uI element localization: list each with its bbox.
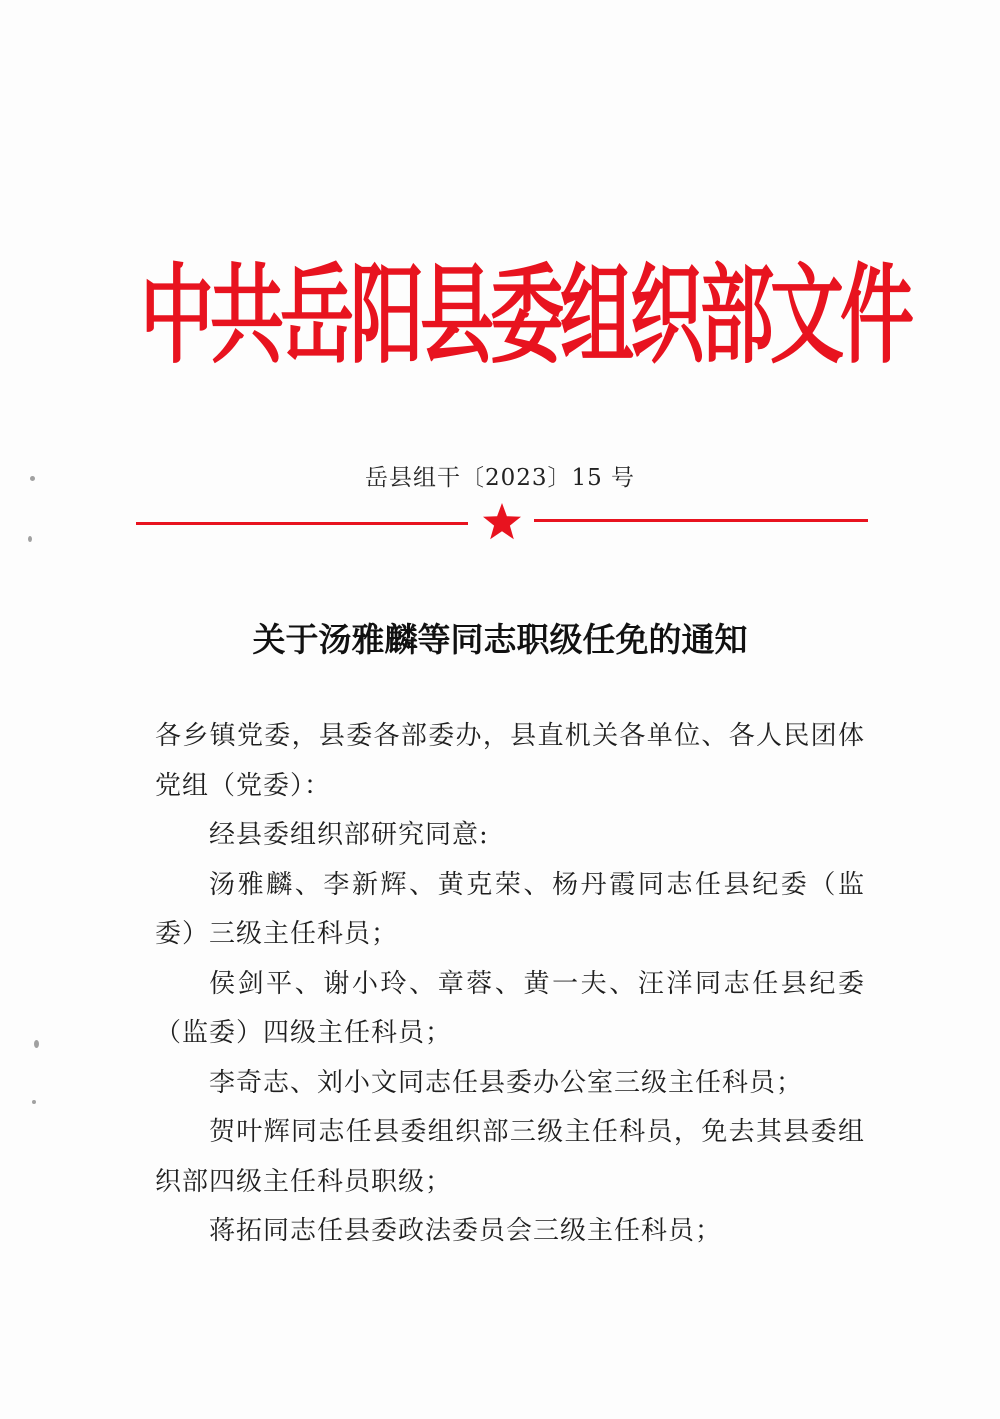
body-paragraph: 李奇志、刘小文同志任县委办公室三级主任科员；: [209, 1067, 804, 1098]
scan-speck: [34, 1040, 39, 1048]
document-number: 岳县组干〔2023〕15 号: [364, 465, 636, 491]
body-paragraph: 经县委组织部研究同意:: [209, 820, 489, 850]
notice-title: 关于汤雅麟等同志职级任免的通知: [252, 620, 748, 659]
body-paragraph: 汤雅麟、李新辉、黄克荣、杨丹霞同志任县纪委（监委）三级主任科员；: [155, 869, 865, 949]
star-icon: [483, 503, 521, 539]
divider-line-left: [136, 522, 468, 525]
body-paragraph: 侯剑平、谢小玲、章蓉、黄一夫、汪洋同志任县纪委（监委）四级主任科员；: [155, 968, 865, 1048]
notice-body: [155, 712, 865, 1257]
scan-speck: [28, 536, 32, 542]
scan-speck: [32, 1100, 36, 1104]
body-paragraph: 蒋拓同志任县委政法委员会三级主任科员；: [209, 1216, 723, 1246]
divider-line-right: [534, 519, 868, 522]
recipients-line: 各乡镇党委，县委各部委办，县直机关各单位、各人民团体党组（党委）：: [155, 721, 865, 801]
body-paragraph: 贺叶辉同志任县委组织部三级主任科员，免去其县委组织部四级主任科员职级；: [155, 1117, 865, 1197]
scan-speck: [30, 476, 35, 481]
red-divider: [130, 500, 870, 544]
document-masthead: 中共岳阳县委组织部文件: [140, 253, 910, 379]
